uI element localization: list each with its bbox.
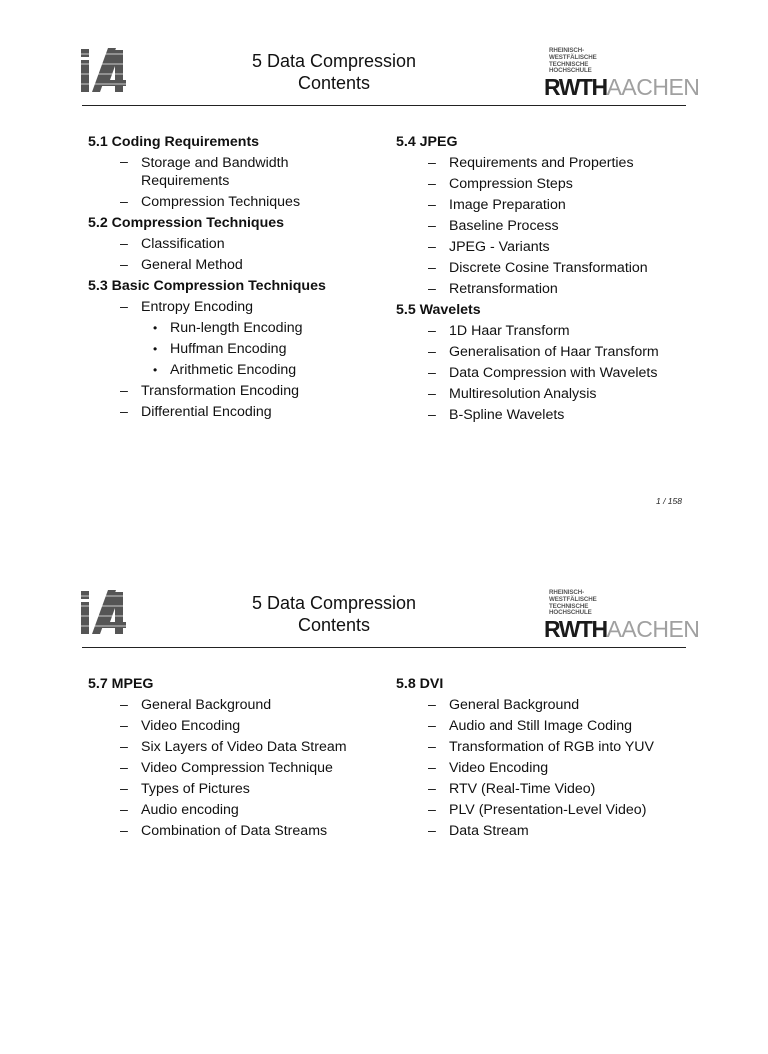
header-divider [82, 647, 686, 648]
section-heading: 5.5 Wavelets [396, 302, 481, 318]
slide-title-line-1: 5 Data Compression [251, 593, 417, 613]
section-heading: 5.4 JPEG [396, 134, 458, 150]
rwth-aachen-logo [544, 47, 700, 100]
contents-left-column [88, 674, 378, 842]
rwth-logo-small-text: RHEINISCH- WESTFÄLISCHE TECHNISCHE HOCHSCHULE [549, 589, 597, 617]
section-heading: 5.7 MPEG [88, 676, 154, 692]
list-item: – Classification [88, 234, 378, 255]
list-item: – Combination of Data Streams [88, 821, 378, 842]
list-item: – Six Layers of Video Data Stream [88, 737, 378, 758]
list-item: – General Background [88, 695, 378, 716]
list-item: – Discrete Cosine Transformation [396, 258, 696, 279]
list-item: – Video Compression Technique [88, 758, 378, 779]
contents-left-column [88, 132, 378, 423]
list-item: – 1D Haar Transform [396, 321, 696, 342]
rwth-logo-small-text: RHEINISCH- WESTFÄLISCHE TECHNISCHE HOCHSCHULE [549, 47, 597, 75]
sub-list-item: • Arithmetic Encoding [88, 360, 378, 381]
section-heading: 5.3 Basic Compression Techniques [88, 278, 326, 294]
slide-title [200, 50, 468, 94]
list-item: – Compression Steps [396, 174, 696, 195]
slide-1 [0, 0, 768, 512]
rwth-logo-wordmark: RWTHAACHEN [544, 616, 700, 642]
header-divider [82, 105, 686, 106]
slide-title-line-2: Contents [297, 615, 371, 635]
list-item: – B-Spline Wavelets [396, 405, 696, 426]
section-heading: 5.1 Coding Requirements [88, 134, 260, 150]
page-number: 1 / 158 [656, 496, 682, 506]
list-item: – Video Encoding [396, 758, 696, 779]
slide-2 [0, 542, 768, 1054]
list-item: – Data Stream [396, 821, 696, 842]
slide-title-line-1: 5 Data Compression [251, 51, 417, 71]
contents-right-column [396, 132, 696, 426]
list-item: – PLV (Presentation-Level Video) [396, 800, 696, 821]
list-item: – Image Preparation [396, 195, 696, 216]
list-item: – Audio and Still Image Coding [396, 716, 696, 737]
list-item: – JPEG - Variants [396, 237, 696, 258]
list-item: – General Background [396, 695, 696, 716]
list-item: – Entropy Encoding [88, 297, 378, 318]
contents-right-column [396, 674, 696, 842]
list-item: – Audio encoding [88, 800, 378, 821]
list-item: – Video Encoding [88, 716, 378, 737]
list-item: – Generalisation of Haar Transform [396, 342, 696, 363]
list-item: – Compression Techniques [88, 192, 378, 213]
section-heading: 5.2 Compression Techniques [88, 215, 285, 231]
list-item: – General Method [88, 255, 378, 276]
sub-list-item: • Run-length Encoding [88, 318, 378, 339]
slide-title-line-2: Contents [297, 73, 371, 93]
list-item: – Data Compression with Wavelets [396, 363, 696, 384]
list-item: – Baseline Process [396, 216, 696, 237]
list-item: – Storage and Bandwidth Requirements [88, 153, 378, 192]
list-item: – Types of Pictures [88, 779, 378, 800]
rwth-logo-wordmark: RWTHAACHEN [544, 74, 700, 100]
list-item: – Transformation of RGB into YUV [396, 737, 696, 758]
list-item: – Differential Encoding [88, 402, 378, 423]
rwth-aachen-logo [544, 589, 700, 642]
list-item: – Multiresolution Analysis [396, 384, 696, 405]
i4-logo-icon [78, 586, 126, 636]
list-item: – RTV (Real-Time Video) [396, 779, 696, 800]
sub-list-item: • Huffman Encoding [88, 339, 378, 360]
list-item: – Transformation Encoding [88, 381, 378, 402]
list-item: – Retransformation [396, 279, 696, 300]
slide-title [200, 592, 468, 636]
section-heading: 5.8 DVI [396, 676, 444, 692]
i4-logo-icon [78, 44, 126, 94]
list-item: – Requirements and Properties [396, 153, 696, 174]
